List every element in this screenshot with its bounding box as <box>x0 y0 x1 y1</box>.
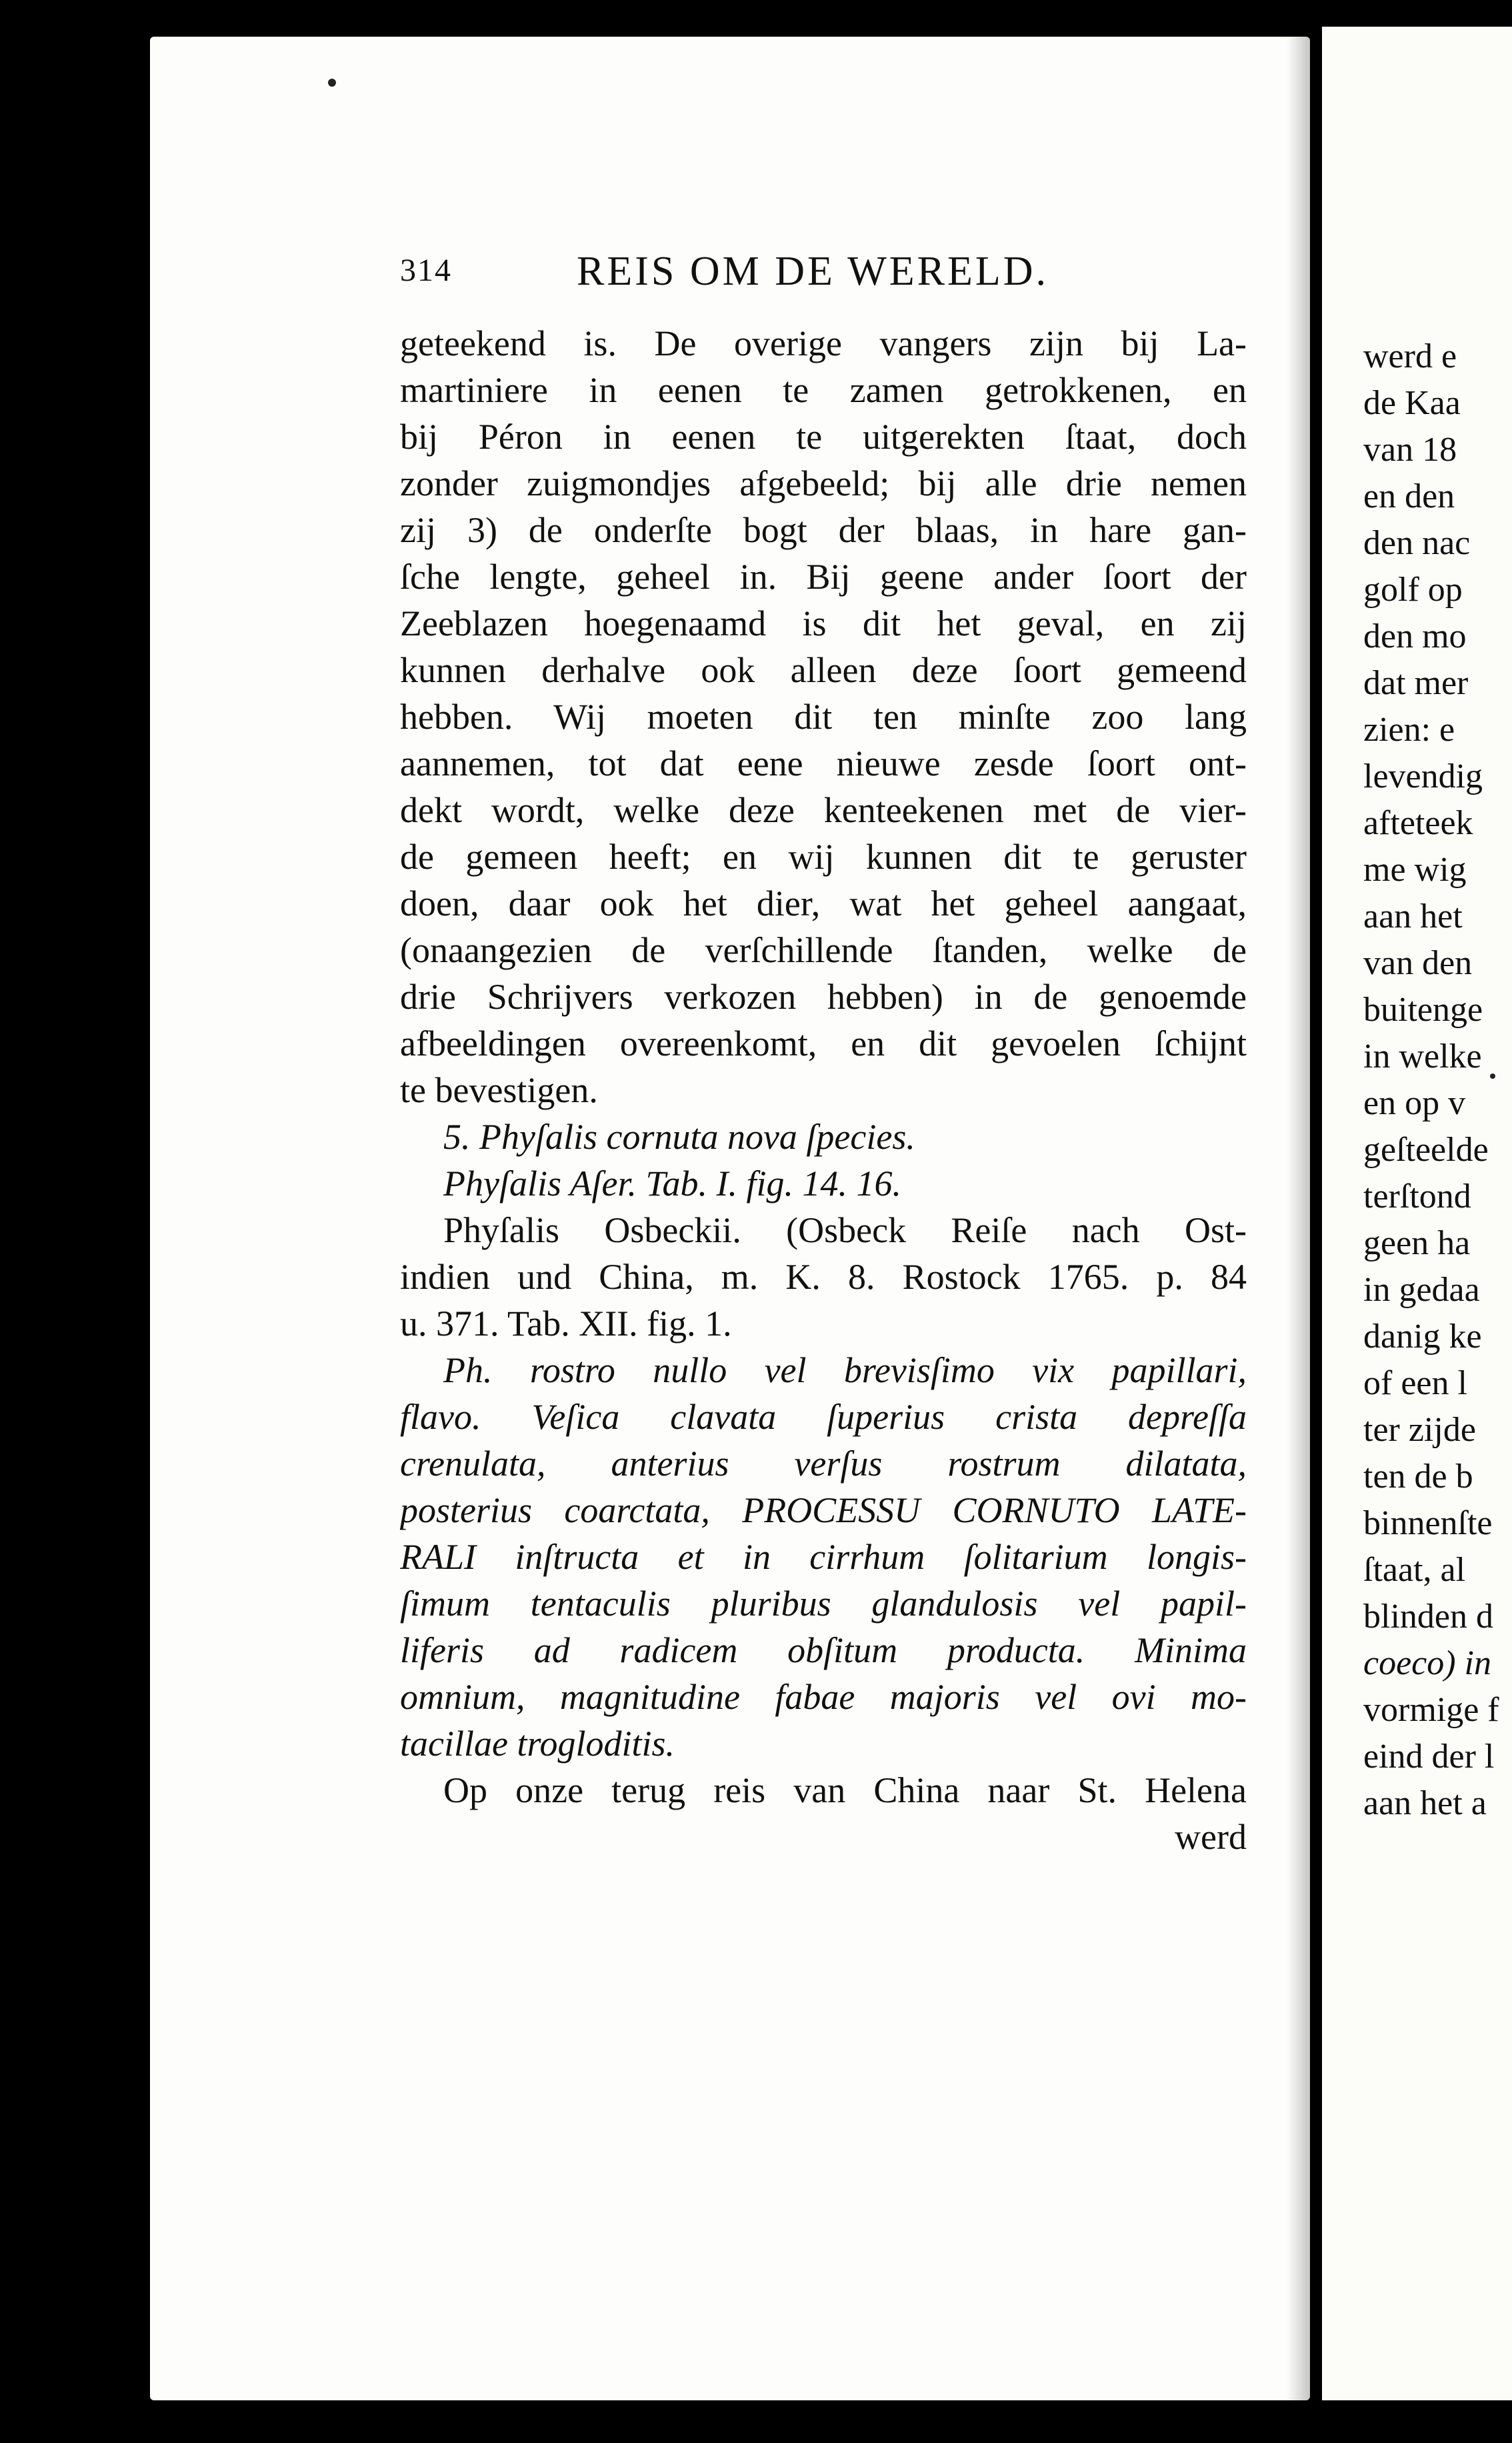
text-line: geteekend is. De overige vangers zijn bij La- <box>400 323 1247 363</box>
text-line: zonder zuigmondjes afgebeeld; bij alle drie nemen <box>400 463 1247 503</box>
text-line: kunnen derhalve ook alleen deze ſoort gemeend <box>400 650 1247 690</box>
latin-description-line: posterius coarctata, PROCESSU CORNUTO LATE- <box>400 1490 1247 1530</box>
running-title: REIS OM DE WERELD. <box>577 249 1049 294</box>
facing-text-line: coeco) in <box>1363 1644 1492 1682</box>
page-fold-shadow <box>1287 37 1313 2400</box>
facing-text-line: zien: e <box>1363 711 1455 749</box>
facing-text-line: terſtond <box>1363 1177 1471 1215</box>
synonym-line: u. 371. Tab. XII. fig. 1. <box>400 1304 732 1344</box>
facing-text-line: ten de b <box>1363 1458 1473 1496</box>
text-line: bij Péron in eenen te uitgerekten ſtaat, doch <box>400 417 1247 457</box>
speck <box>328 79 336 87</box>
facing-text-line: den nac <box>1363 524 1471 562</box>
facing-text-line: en op v <box>1363 1084 1466 1122</box>
facing-text-line: vormige f <box>1363 1691 1499 1729</box>
text-line: doen, daar ook het dier, wat het geheel aangaat, <box>400 883 1247 923</box>
book-gutter <box>1310 0 1322 2443</box>
text-line: de gemeen heeft; en wij kunnen dit te geruster <box>400 837 1247 877</box>
text-line: Zeeblazen hoegenaamd is dit het geval, en zij <box>400 603 1247 643</box>
text-line: Op onze terug reis van China naar St. Helena <box>443 1770 1247 1810</box>
synonym-line: Phyſalis Osbeckii. (Osbeck Reiſe nach Ost- <box>443 1210 1247 1250</box>
facing-text-line: van den <box>1363 944 1473 982</box>
synonym-line: indien und China, m. K. 8. Rostock 1765. p. 84 <box>400 1257 1247 1297</box>
latin-description-line: ſimum tentaculis pluribus glandulosis vel papil- <box>400 1584 1247 1624</box>
text-line: hebben. Wij moeten dit ten minſte zoo lang <box>400 697 1247 737</box>
latin-description-line: flavo. Veſica clavata ſuperius crista depreſſa <box>400 1397 1247 1437</box>
text-line: (onaangezien de verſchillende ſtanden, welke de <box>400 930 1247 970</box>
facing-text-line: levendig <box>1363 757 1483 795</box>
latin-description-line: Ph. rostro nullo vel brevisſimo vix papillari, <box>443 1350 1247 1390</box>
facing-text-line: geen ha <box>1363 1224 1471 1262</box>
text-line: dekt wordt, welke deze kenteekenen met de vier- <box>400 790 1247 830</box>
running-header <box>400 240 1267 300</box>
text-line: drie Schrijvers verkozen hebben) in de genoemde <box>400 977 1247 1017</box>
facing-text-line: golf op <box>1363 571 1463 609</box>
facing-text-line: ſtaat, al <box>1363 1551 1466 1589</box>
latin-description-line: liferis ad radicem obſitum producta. Minima <box>400 1630 1247 1670</box>
synonym-line: Phyſalis Aſer. Tab. I. fig. 14. 16. <box>443 1163 902 1203</box>
text-line: te bevestigen. <box>400 1070 598 1110</box>
facing-text-line: of een l <box>1363 1364 1467 1402</box>
facing-text-line: werd e <box>1363 337 1457 375</box>
facing-text-line: in gedaa <box>1363 1271 1480 1309</box>
text-line: ſche lengte, geheel in. Bij geene ander ſoort der <box>400 557 1247 597</box>
text-line: martiniere in eenen te zamen getrokkenen, en <box>400 370 1247 410</box>
facing-text-line: dat mer <box>1363 664 1469 702</box>
facing-text-line: den mo <box>1363 617 1467 655</box>
facing-text-line: afteteek <box>1363 804 1473 842</box>
facing-text-line: van 18 <box>1363 431 1457 469</box>
facing-text-line: blinden d <box>1363 1598 1493 1636</box>
facing-text-line: aan het a <box>1363 1784 1487 1822</box>
facing-text-line: buitenge <box>1363 991 1483 1029</box>
text-line: zij 3) de onderſte bogt der blaas, in hare gan- <box>400 510 1247 550</box>
facing-text-line: de Kaa <box>1363 384 1461 422</box>
facing-text-line: aan het <box>1363 897 1463 935</box>
species-heading: 5. Phyſalis cornuta nova ſpecies. <box>443 1117 915 1157</box>
catchword: werd <box>1175 1817 1247 1857</box>
facing-text-line: ter zijde <box>1363 1411 1476 1449</box>
latin-description-line: RALI inſtructa et in cirrhum ſolitarium longis- <box>400 1537 1247 1577</box>
text-line: aannemen, tot dat eene nieuwe zesde ſoort ont- <box>400 743 1247 783</box>
text-line: afbeeldingen overeenkomt, en dit gevoelen ſchijnt <box>400 1023 1247 1063</box>
facing-page-text <box>1363 333 1512 1827</box>
latin-description-line: tacillae trogloditis. <box>400 1724 675 1764</box>
facing-text-line: en den <box>1363 477 1455 515</box>
facing-text-line: me wig <box>1363 851 1467 889</box>
facing-text-line: danig ke <box>1363 1318 1482 1356</box>
facing-text-line: geſteelde <box>1363 1131 1489 1169</box>
facing-text-line: in welke <box>1363 1037 1482 1075</box>
facing-text-line: binnenſte <box>1363 1504 1493 1542</box>
latin-description-line: crenulata, anterius verſus rostrum dilatata, <box>400 1444 1247 1484</box>
main-text-column <box>400 320 1247 1860</box>
latin-description-line: omnium, magnitudine fabae majoris vel ovi mo- <box>400 1677 1247 1717</box>
facing-text-line: eind der l <box>1363 1738 1495 1776</box>
page-number: 314 <box>400 253 452 288</box>
